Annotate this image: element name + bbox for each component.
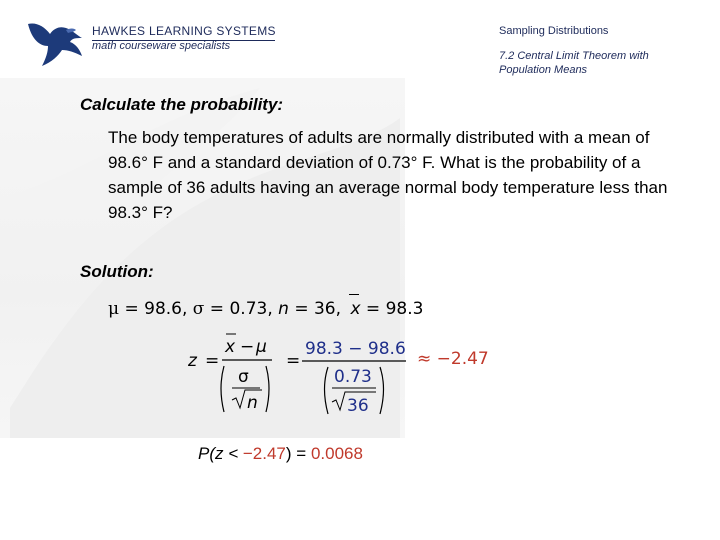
given-values: μ = 98.6, σ = 0.73, n = 36, x = 98.3 bbox=[108, 299, 423, 319]
sigma-value: 0.73 bbox=[229, 299, 268, 319]
n-denominator: n bbox=[247, 393, 258, 413]
probability-equals: ) = bbox=[285, 444, 311, 463]
probability-z: −2.47 bbox=[242, 444, 286, 463]
z-score-formula bbox=[180, 330, 500, 425]
calculate-heading: Calculate the probability: bbox=[80, 95, 284, 114]
xbar-symbol: x bbox=[350, 299, 360, 319]
equals-sign-1: = bbox=[205, 351, 220, 371]
minus-numerator: − bbox=[240, 337, 255, 357]
n-value: 36 bbox=[313, 299, 336, 319]
eagle-logo bbox=[26, 16, 86, 68]
n-symbol: n bbox=[278, 299, 289, 319]
xbar-numerator: x bbox=[225, 337, 236, 357]
probability-answer bbox=[198, 444, 363, 464]
sqrt-n-number: 36 bbox=[347, 396, 369, 416]
probability-result: 0.0068 bbox=[310, 444, 363, 463]
approx-result: ≈ −2.47 bbox=[417, 349, 489, 369]
eagle-icon bbox=[26, 16, 86, 68]
xbar-value: 98.3 bbox=[385, 299, 424, 319]
equals-sign-2: = bbox=[286, 351, 301, 371]
mu-symbol: μ bbox=[108, 299, 120, 319]
z-symbol: z bbox=[188, 351, 197, 371]
sigma-number: 0.73 bbox=[334, 367, 372, 387]
numeric-numerator: 98.3 − 98.6 bbox=[305, 339, 406, 359]
brand-name: HAWKES LEARNING SYSTEMS bbox=[92, 24, 276, 38]
solution-heading: Solution: bbox=[80, 262, 154, 281]
mu-numerator: μ bbox=[256, 337, 267, 357]
mu-value: 98.6 bbox=[144, 299, 182, 319]
sigma-denominator: σ bbox=[238, 367, 249, 387]
problem-text: The body temperatures of adults are normally distributed with a mean of 98.6° F and a standard deviation of 0.73° F. What is the probability of a sample of 36 adults having an average normal body temperature less than 98.3° F? bbox=[108, 128, 668, 222]
section-subtitle: 7.2 Central Limit Theorem with Population Means bbox=[499, 50, 649, 76]
section-title: Sampling Distributions bbox=[499, 25, 609, 37]
sigma-symbol: σ bbox=[192, 299, 205, 319]
brand-tagline: math courseware specialists bbox=[92, 40, 231, 52]
probability-prefix: P(z < bbox=[198, 444, 243, 463]
